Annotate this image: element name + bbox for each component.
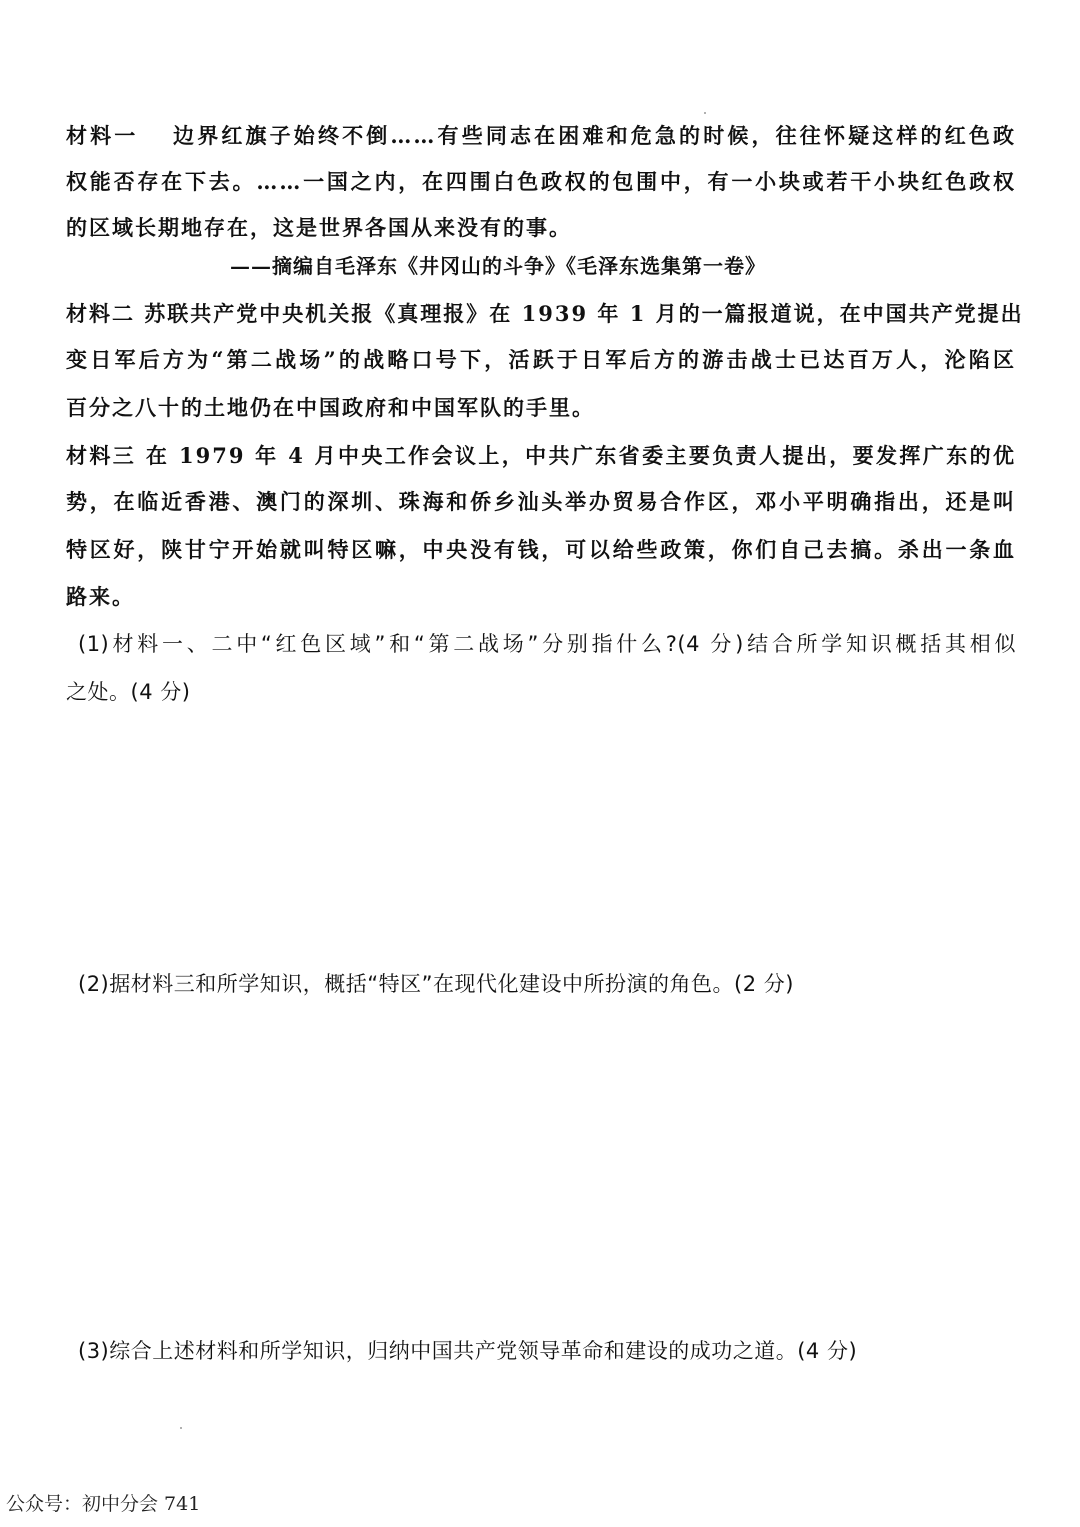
material-3-line-3: 特区好，陕甘宁开始就叫特区嘛，中央没有钱，可以给些政策，你们自己去搞。杀出一条血 <box>66 537 1016 562</box>
material-3-line-1: 材料三 在 1979 年 4 月中央工作会议上，中共广东省委主要负责人提出，要发挥广东的优 <box>66 443 1016 468</box>
material-1-line-1: 材料一 边界红旗子始终不倒……有些同志在困难和危急的时候，往往怀疑这样的红色政 <box>66 123 1016 148</box>
scan-speck <box>704 112 706 114</box>
material-3-line-4: 路来。 <box>66 584 135 609</box>
material-2-line-1: 材料二 苏联共产党中央机关报《真理报》在 1939 年 1 月的一篇报道说，在中国共产党提出 <box>66 301 1024 326</box>
material-1-source: ——摘编自毛泽东《井冈山的斗争》《毛泽东选集第一卷》 <box>230 254 766 278</box>
answer-area-1[interactable] <box>66 715 1016 955</box>
footer-watermark: 公众号：初中分会 741 <box>6 1493 201 1515</box>
question-1-line-2: 之处。(4 分) <box>66 680 191 704</box>
answer-area-2[interactable] <box>66 1008 1016 1298</box>
material-2-line-3: 百分之八十的土地仍在中国政府和中国军队的手里。 <box>66 395 595 420</box>
question-3: (3)综合上述材料和所学知识，归纳中国共产党领导革命和建设的成功之道。(4 分) <box>78 1339 858 1363</box>
answer-area-3[interactable] <box>66 1372 1016 1472</box>
material-1-line-2: 权能否存在下去。……一国之内，在四围白色政权的包围中，有一小块或若干小块红色政权 <box>66 169 1016 194</box>
question-1-line-1: (1)材料一、二中“红色区域”和“第二战场”分别指什么?(4 分)结合所学知识概括其相似 <box>78 632 1016 656</box>
material-3-line-2: 势，在临近香港、澳门的深圳、珠海和侨乡汕头举办贸易合作区，邓小平明确指出，还是叫 <box>66 489 1016 514</box>
scan-speck <box>180 1427 182 1429</box>
question-2: (2)据材料三和所学知识，概括“特区”在现代化建设中所扮演的角色。(2 分) <box>78 972 794 996</box>
material-1-line-3: 的区域长期地存在，这是世界各国从来没有的事。 <box>66 215 572 240</box>
material-2-line-2: 变日军后方为“第二战场”的战略口号下，活跃于日军后方的游击战士已达百万人，沦陷区 <box>66 347 1016 372</box>
